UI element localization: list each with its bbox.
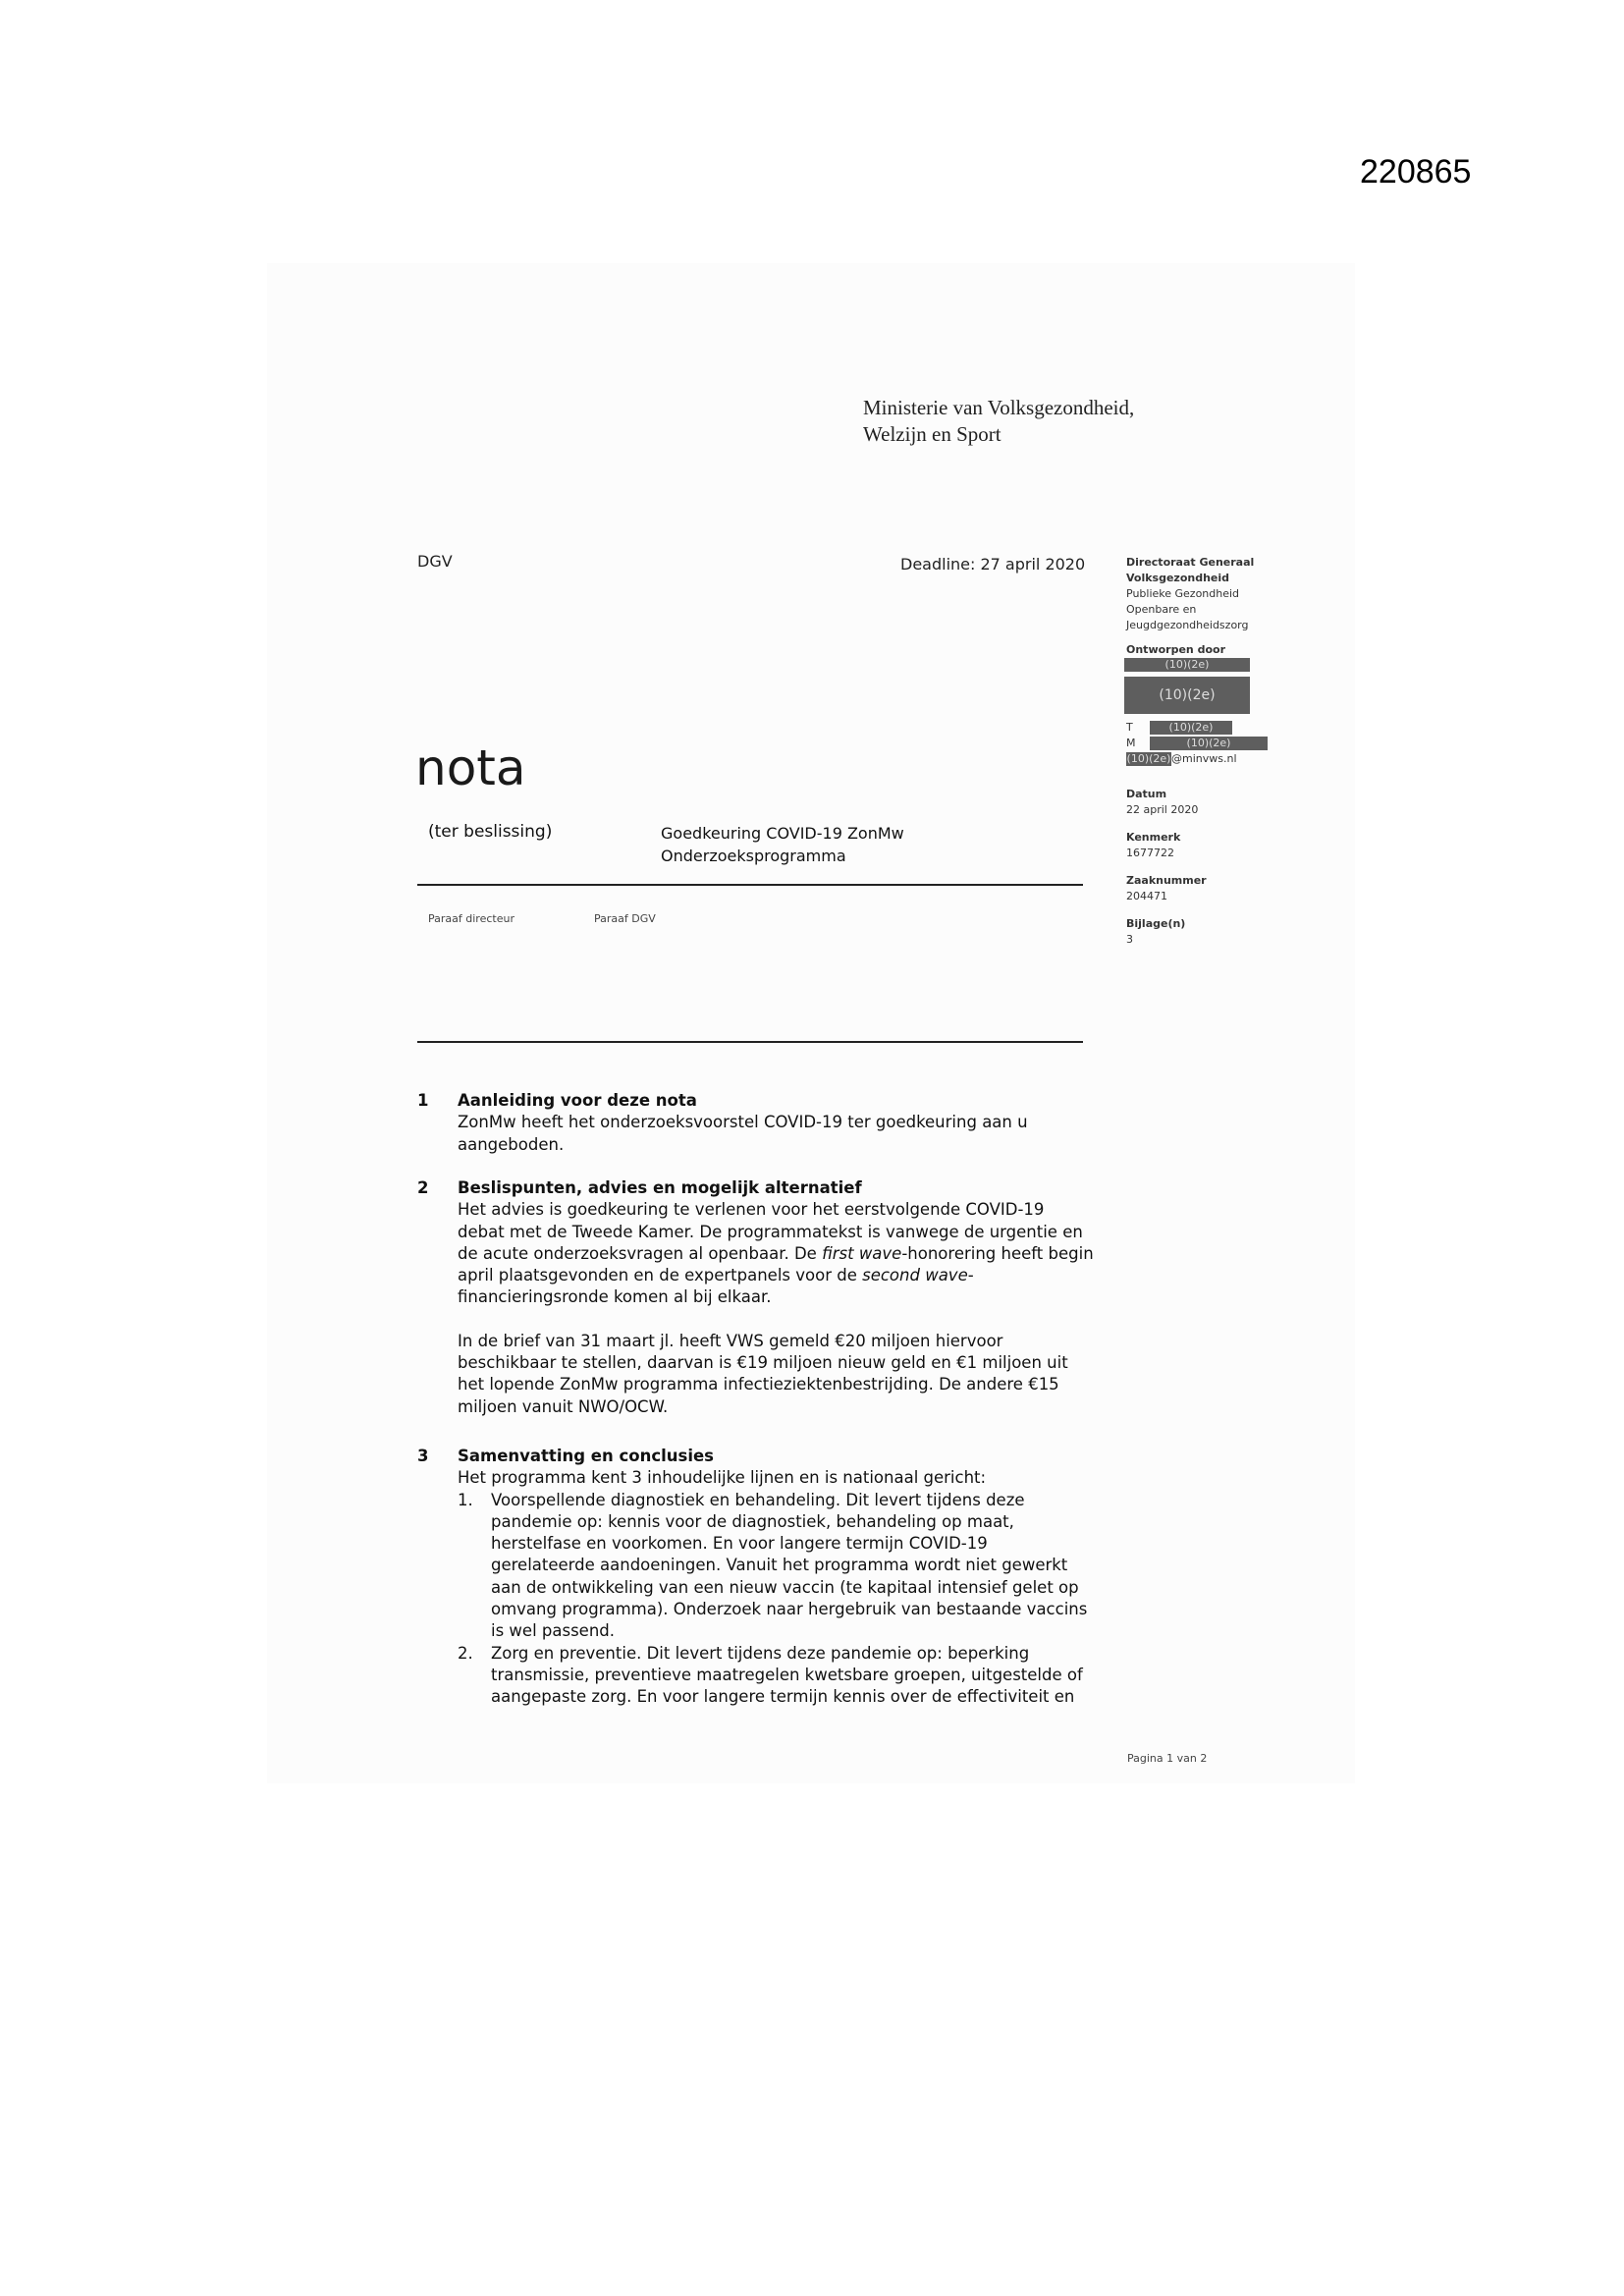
subdepartment-line-2: Openbare en [1126,603,1197,616]
decision-type: (ter beslissing) [428,822,553,842]
section-number: 3 [417,1447,429,1465]
subject-line-1: Goedkeuring COVID-19 ZonMw [661,824,904,843]
body-line: ZonMw heeft het onderzoeksvoorstel COVID-19 ter goedkeuring aan u [458,1113,1028,1132]
page-title: nota [415,739,526,796]
redaction-block: (10)(2e) [1126,752,1171,765]
zaaknummer-value: 204471 [1126,890,1167,902]
email-row [1126,751,1323,767]
body-line: het lopende ZonMw programma infectieziektenbestrijding. De andere €15 [458,1375,1059,1394]
redaction-block: (10)(2e) [1150,737,1268,750]
body-line: de acute onderzoeksvragen al openbaar. De first wave-honorering heeft begin [458,1243,1094,1263]
designed-by-label: Ontworpen door [1126,643,1225,656]
bijlage-label: Bijlage(n) [1126,917,1186,930]
divider [417,884,1083,886]
section-2 [417,1177,1114,1418]
mobile-row [1126,736,1323,751]
document-number: 220865 [1360,153,1472,191]
redaction-block: (10)(2e) [1124,658,1250,672]
department-line-2: Volksgezondheid [1126,572,1230,584]
bijlage-value: 3 [1126,933,1133,946]
numbered-list [458,1490,1114,1709]
list-number: 2. [458,1643,473,1663]
phone-label: T [1126,721,1133,734]
ministry-logo-text [863,395,1134,448]
body-line: financieringsronde komen al bij elkaar. [458,1287,772,1307]
body-line: In de brief van 31 maart jl. heeft VWS gemeld €20 miljoen hiervoor [458,1331,1003,1350]
ministry-line-1: Ministerie van Volksgezondheid, [863,396,1135,419]
kenmerk-value: 1677722 [1126,847,1174,859]
date-label: Datum [1126,788,1167,800]
zaaknummer-label: Zaaknummer [1126,874,1207,887]
paraaf-directeur: Paraaf directeur [428,912,514,925]
redaction-block: (10)(2e) [1124,677,1250,714]
subdepartment-line-3: Jeugdgezondheidszorg [1126,619,1249,631]
subdepartment-line-1: Publieke Gezondheid [1126,587,1240,600]
deadline: Deadline: 27 april 2020 [900,555,1086,574]
section-heading: Aanleiding voor deze nota [458,1091,697,1110]
phone-row [1126,720,1323,736]
list-number: 1. [458,1490,473,1509]
ministry-line-2: Welzijn en Sport [863,422,1001,446]
list-item: 2. Zorg en preventie. Dit levert tijdens deze pandemie op: beperking transmissie, preventieve maatregelen kwetsbare groepen, uitgestelde of aangepaste zorg. En voor langere termijn kennis over de effectiviteit en [458,1643,1083,1707]
body-line: debat met de Tweede Kamer. De programmatekst is vanwege de urgentie en [458,1222,1083,1241]
body-line: Het advies is goedkeuring te verlenen voor het eerstvolgende COVID-19 [458,1200,1045,1220]
section-number: 2 [417,1178,429,1197]
body-line: april plaatsgevonden en de expertpanels voor de second wave- [458,1266,974,1285]
subject [661,822,904,867]
section-1 [417,1090,1114,1156]
body-line: miljoen vanuit NWO/OCW. [458,1396,669,1416]
kenmerk-label: Kenmerk [1126,831,1181,844]
body-line: Het programma kent 3 inhoudelijke lijnen en is nationaal gericht: [458,1468,987,1488]
section-heading: Beslispunten, advies en mogelijk alternatief [458,1178,862,1197]
date-value: 22 april 2020 [1126,803,1199,816]
paraaf-dgv: Paraaf DGV [594,912,656,925]
list-item: 1. Voorspellende diagnostiek en behandeling. Dit levert tijdens deze pandemie op: kennis voor de diagnostiek, behandeling op maat, herstelfase en voorkomen. En voor langere termijn COVID-19 gerelateerde aandoeningen. Vanuit het programma wordt niet gewerkt aan de ontwikkeling van een nieuw vaccin (te kapitaal intensief gelet op omvang programma). Onderzoek naar hergebruik van bestaande vaccins is wel passend. [458,1490,1088,1641]
divider [417,1041,1083,1043]
body-line: beschikbaar te stellen, daarvan is €19 miljoen nieuw geld en €1 miljoen uit [458,1353,1068,1373]
sidebar-metadata [1126,555,1323,948]
mobile-label: M [1126,737,1136,749]
department-line-1: Directoraat Generaal [1126,556,1255,569]
redaction-block: (10)(2e) [1150,721,1232,735]
page-number: Pagina 1 van 2 [1127,1752,1208,1765]
subject-line-2: Onderzoeksprogramma [661,847,846,865]
unit-label: DGV [417,552,453,571]
section-number: 1 [417,1091,429,1110]
body-line: aangeboden. [458,1134,565,1154]
section-heading: Samenvatting en conclusies [458,1447,714,1465]
email-suffix: @minvws.nl [1171,752,1237,765]
section-3 [417,1446,1114,1709]
